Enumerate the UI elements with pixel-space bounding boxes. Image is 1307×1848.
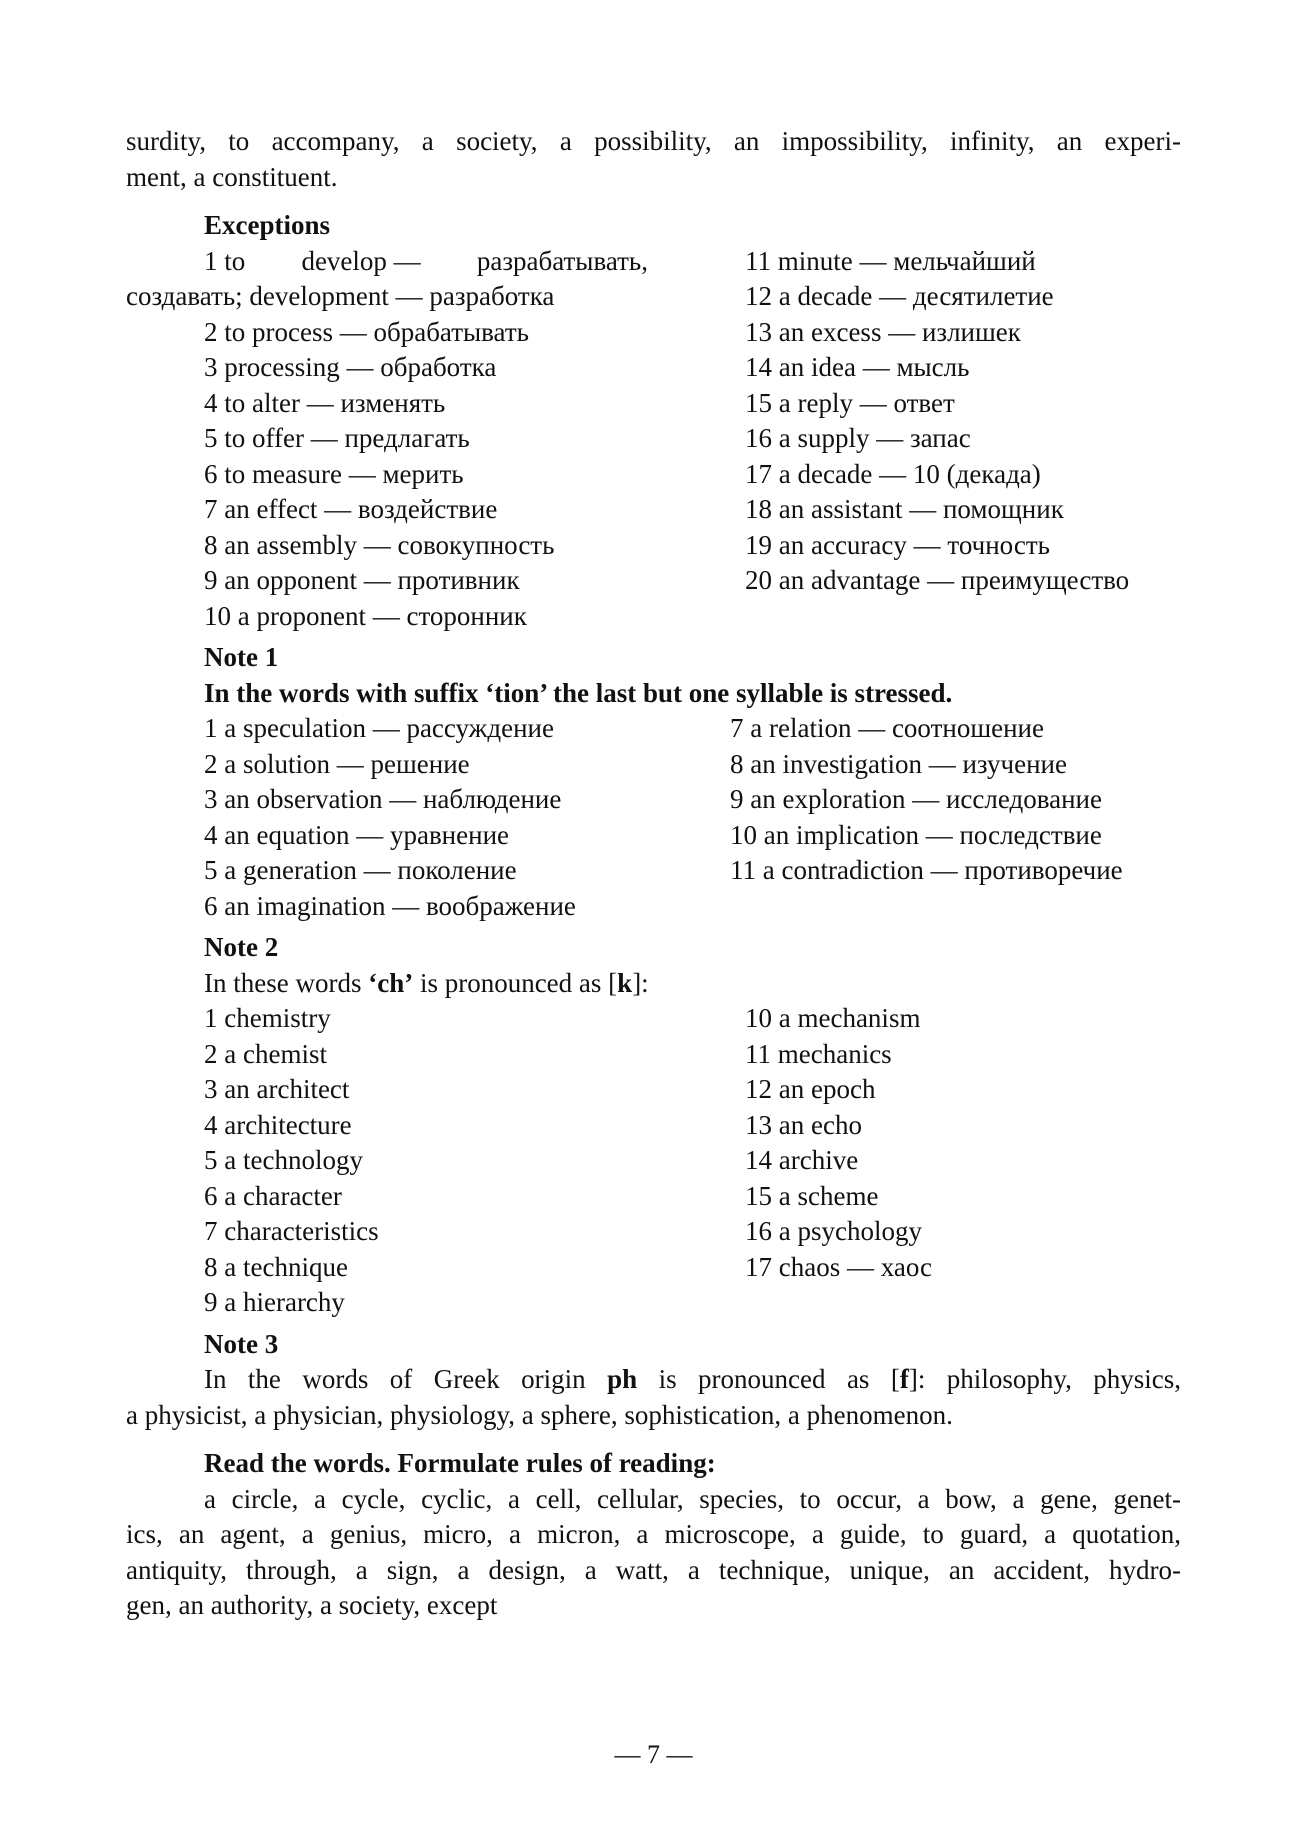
- list-item: 8 an assembly — совокупность: [204, 529, 555, 560]
- note3-text: In the words of Greek origin: [204, 1364, 608, 1394]
- read-line-1: a circle, a cycle, cyclic, a cell, cellular, species, to occur, a bow, a gene, genet-: [204, 1483, 1181, 1514]
- list-item: 9 a hierarchy: [204, 1287, 345, 1317]
- exceptions-heading: Exceptions: [204, 210, 331, 240]
- note3-heading: Note 3: [204, 1328, 279, 1359]
- note2-rule-ch: ‘ch’: [368, 967, 414, 998]
- list-item: 10 a mechanism: [745, 1003, 921, 1033]
- intro-line-2: ment, a constituent.: [126, 161, 338, 192]
- note3-text: ]: philosophy, physics,: [908, 1364, 1182, 1394]
- intro-line-1: surdity, to accompany, a society, a possibility, an impossibility, infinity, an experi-: [126, 126, 1181, 156]
- note1-heading: Note 1: [204, 642, 279, 672]
- page-number: — 7 —: [614, 1740, 693, 1769]
- list-item: 8 a technique: [204, 1251, 348, 1282]
- note1-rule: In the words with suffix ‘tion’ the last but one syllable is stressed.: [204, 677, 953, 708]
- list-item: 3 processing — обработка: [204, 352, 497, 382]
- list-item: 5 a technology: [204, 1145, 363, 1175]
- note1-right-column: [730, 711, 1181, 889]
- list-item: 4 architecture: [204, 1109, 352, 1140]
- list-item: 2 to process — обрабатывать: [204, 316, 529, 347]
- note2-list: [126, 1001, 1181, 1321]
- note3-text: is pronounced as [: [637, 1364, 900, 1394]
- list-item: 13 an echo: [745, 1109, 862, 1140]
- list-item: 5 to offer — предлагать: [204, 423, 470, 453]
- read-line-2: ics, an agent, a genius, micro, a micron, a microscope, a guide, to guard, a quotation,: [126, 1519, 1181, 1549]
- list-item: 12 a decade — десятилетие: [745, 281, 1054, 311]
- list-item: 3 an architect: [204, 1074, 350, 1104]
- list-item: 1 a speculation — рассуждение: [204, 713, 554, 743]
- list-item: 6 an imagination — воображение: [204, 890, 576, 921]
- list-item: 14 an idea — мысль: [745, 352, 970, 382]
- list-item: 15 a reply — ответ: [745, 387, 955, 418]
- list-item: 13 an excess — излишек: [745, 316, 1021, 347]
- list-item: 10 an implication — последствие: [730, 819, 1102, 850]
- note3-line-1: [126, 1362, 1181, 1398]
- list-item: 7 an effect — воздействие: [204, 494, 498, 524]
- note3-ph: ph: [607, 1364, 638, 1394]
- list-item: 5 a generation — поколение: [204, 855, 517, 885]
- list-item: 15 a scheme: [745, 1180, 879, 1211]
- list-item: 16 a supply — запас: [745, 423, 971, 453]
- note2-right-column: [745, 1001, 1181, 1285]
- exceptions-item-1-number: 1 to: [204, 245, 246, 276]
- list-item: 6 a character: [204, 1180, 342, 1211]
- read-heading: Read the words. Formulate rules of reading:: [204, 1448, 716, 1478]
- exceptions-left-column: [126, 244, 745, 635]
- list-item: 11 minute — мельчайший: [745, 245, 1036, 276]
- list-item: 20 an advantage — преимущество: [745, 565, 1130, 595]
- note2-rule-text: In these words: [204, 967, 369, 998]
- exceptions-item-1: [126, 244, 648, 280]
- list-item: 7 a relation — соотношение: [730, 713, 1044, 743]
- list-item: 2 a solution — решение: [204, 748, 470, 779]
- note2-left-column: [126, 1001, 745, 1321]
- exceptions-item-1-continued: создавать; development — разработка: [126, 281, 555, 311]
- list-item: 4 to alter — изменять: [204, 387, 446, 418]
- list-item: 19 an accuracy — точность: [745, 529, 1050, 560]
- note2-rule-k: k: [617, 967, 633, 998]
- exceptions-item-1-translation: разрабатывать,: [476, 245, 648, 276]
- list-item: 9 an exploration — исследование: [730, 784, 1102, 814]
- list-item: 6 to measure — мерить: [204, 458, 464, 489]
- list-item: 3 an observation — наблюдение: [204, 784, 562, 814]
- list-item: 17 a decade — 10 (декада): [745, 458, 1041, 489]
- list-item: 9 an opponent — противник: [204, 565, 520, 595]
- list-item: 18 an assistant — помощник: [745, 494, 1064, 524]
- exceptions-item-1-word: develop —: [301, 245, 421, 276]
- exceptions-list: [126, 244, 1181, 635]
- note3-line-2: a physicist, a physician, physiology, a sphere, sophistication, a phenomenon.: [126, 1399, 953, 1430]
- page-content: [126, 124, 1181, 1624]
- list-item: 10 a proponent — сторонник: [204, 600, 527, 631]
- note2-rule: [126, 966, 1181, 1002]
- note3-f: f: [899, 1364, 909, 1394]
- list-item: 8 an investigation — изучение: [730, 748, 1067, 779]
- list-item: 14 archive: [745, 1145, 859, 1175]
- list-item: 2 a chemist: [204, 1038, 327, 1069]
- note2-rule-text: is pronounced as [: [413, 967, 618, 998]
- exceptions-right-column: [745, 244, 1181, 599]
- note1-left-column: [126, 711, 730, 924]
- list-item: 12 an epoch: [745, 1074, 876, 1104]
- list-item: 17 chaos — хаос: [745, 1251, 933, 1282]
- list-item: 7 characteristics: [204, 1216, 379, 1246]
- list-item: 4 an equation — уравнение: [204, 819, 510, 850]
- note1-list: [126, 711, 1181, 924]
- note2-rule-text: ]:: [632, 967, 649, 998]
- list-item: 11 a contradiction — противоречие: [730, 855, 1123, 885]
- read-line-3: antiquity, through, a sign, a design, a watt, a technique, unique, an accident, hydro-: [126, 1554, 1181, 1585]
- list-item: 11 mechanics: [745, 1038, 892, 1069]
- note2-heading: Note 2: [204, 932, 279, 962]
- list-item: 16 a psychology: [745, 1216, 922, 1246]
- list-item: 1 chemistry: [204, 1003, 331, 1033]
- read-line-4: gen, an authority, a society, except: [126, 1590, 498, 1620]
